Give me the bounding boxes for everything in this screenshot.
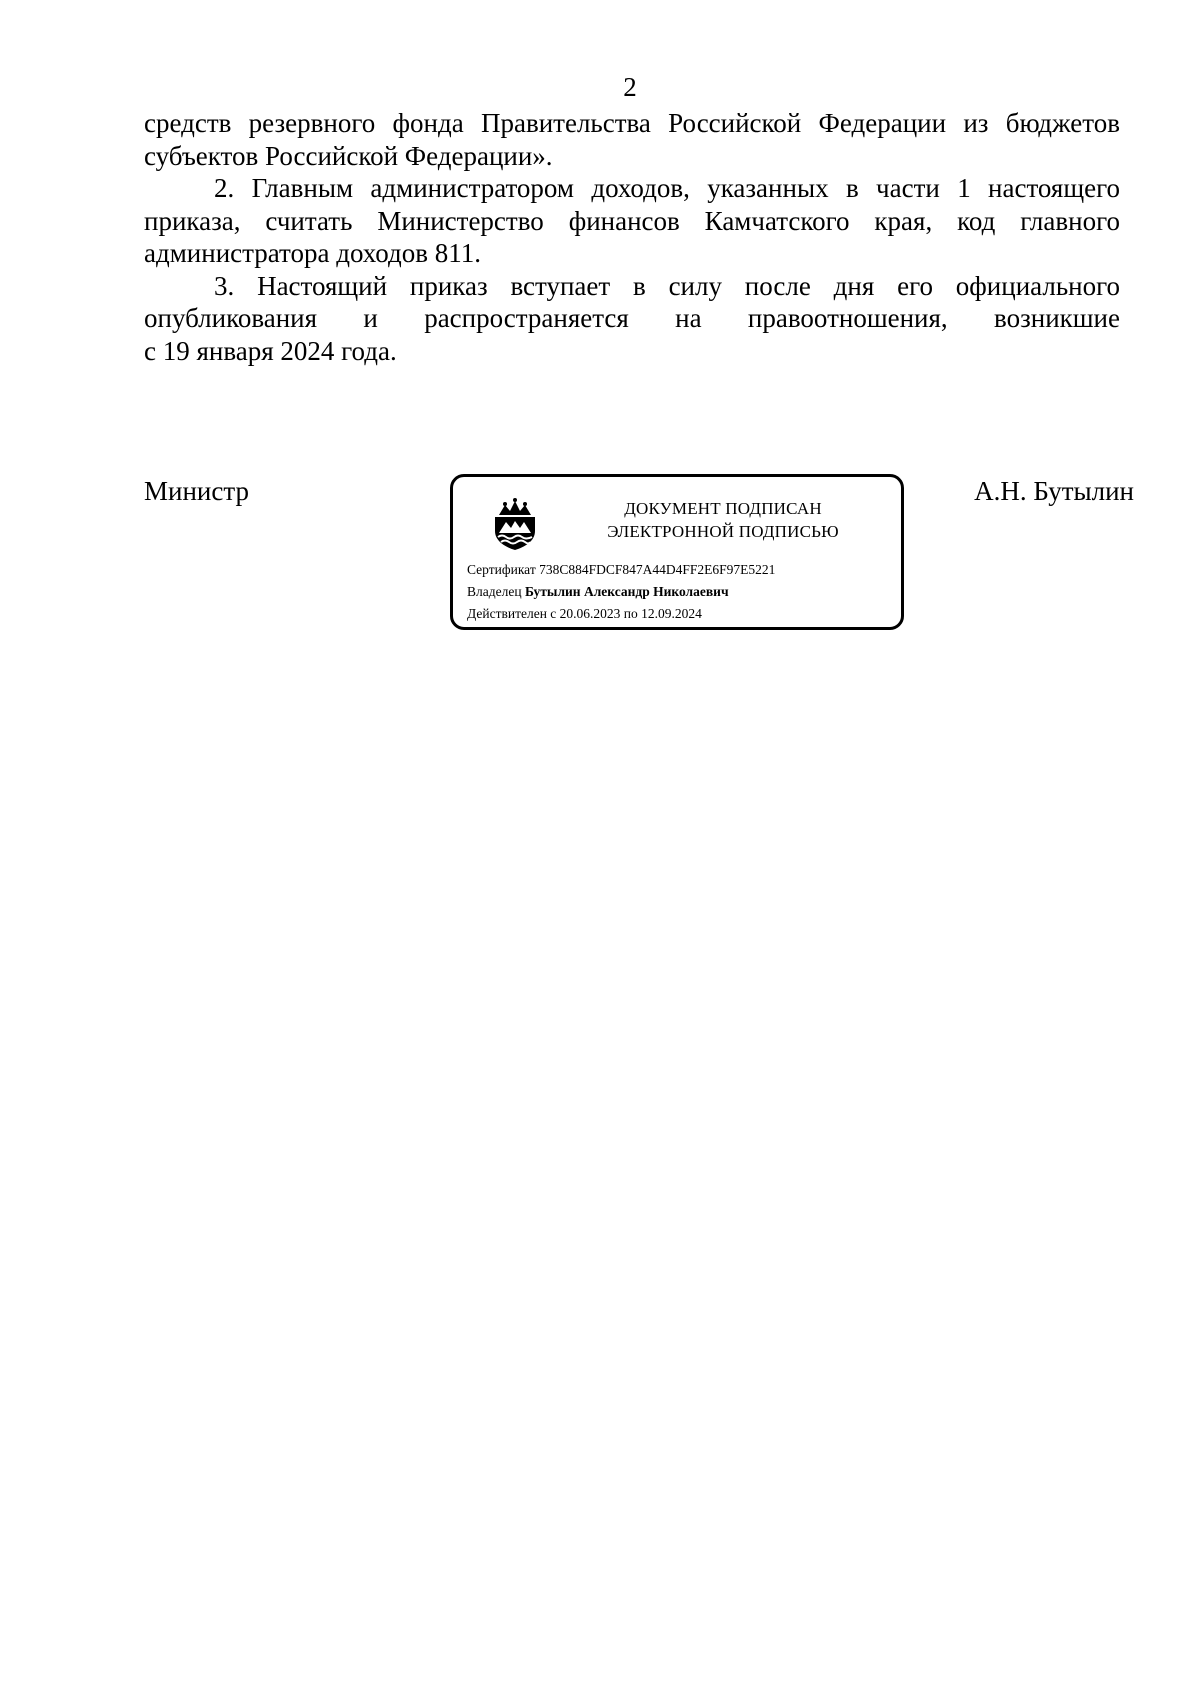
stamp-certificate-line [467, 561, 775, 579]
stamp-heading [553, 497, 893, 543]
paragraph-1-line-2: субъектов Российской Федерации». [144, 140, 553, 171]
stamp-validity-line [467, 605, 702, 623]
paragraph-1-line-1: средств резервного фонда Правительства Российской Федерации из бюджетов [144, 108, 1120, 138]
paragraph-3-line-1: 3. Настоящий приказ вступает в силу после дня его официального [214, 270, 1120, 301]
paragraph-2-line-2: приказа, считать Министерство финансов Камчатского края, код главного [144, 205, 1120, 236]
stamp-heading-line-2: ЭЛЕКТРОННОЙ ПОДПИСЬЮ [607, 522, 839, 541]
stamp-owner-label: Владелец [467, 584, 522, 599]
paragraph-3 [144, 270, 1120, 368]
stamp-owner-value: Бутылин Александр Николаевич [524, 584, 729, 599]
paragraph-3-line-3: с 19 января 2024 года. [144, 335, 397, 366]
paragraph-2-line-1: 2. Главным администратором доходов, указанных в части 1 настоящего [214, 173, 1120, 203]
stamp-valid-label-from: Действителен с [467, 606, 557, 621]
stamp-valid-from: 20.06.2023 [559, 606, 621, 621]
paragraph-2 [144, 172, 1120, 270]
stamp-certificate-label: Сертификат [467, 562, 536, 577]
signatory-title: Министр [144, 476, 249, 506]
paragraph-3-line-2: опубликования и распространяется на правоотношения, возникшие [144, 303, 1120, 333]
electronic-signature-stamp [450, 474, 904, 630]
stamp-valid-to: 12.09.2024 [641, 606, 702, 621]
paragraph-2-line-3: администратора доходов 811. [144, 238, 481, 268]
stamp-heading-line-1: ДОКУМЕНТ ПОДПИСАН [624, 499, 822, 518]
page-number: 2 [623, 72, 637, 102]
document-body [144, 107, 1120, 367]
kamchatka-coat-of-arms-icon [489, 497, 541, 551]
signature-block [0, 475, 1200, 645]
stamp-valid-label-to: по [623, 606, 638, 621]
stamp-certificate-value: 738C884FDCF847A44D4FF2E6F97E5221 [539, 562, 776, 577]
stamp-owner-line [467, 583, 729, 601]
paragraph-1 [144, 107, 1120, 172]
signatory-name: А.Н. Бутылин [974, 476, 1134, 506]
